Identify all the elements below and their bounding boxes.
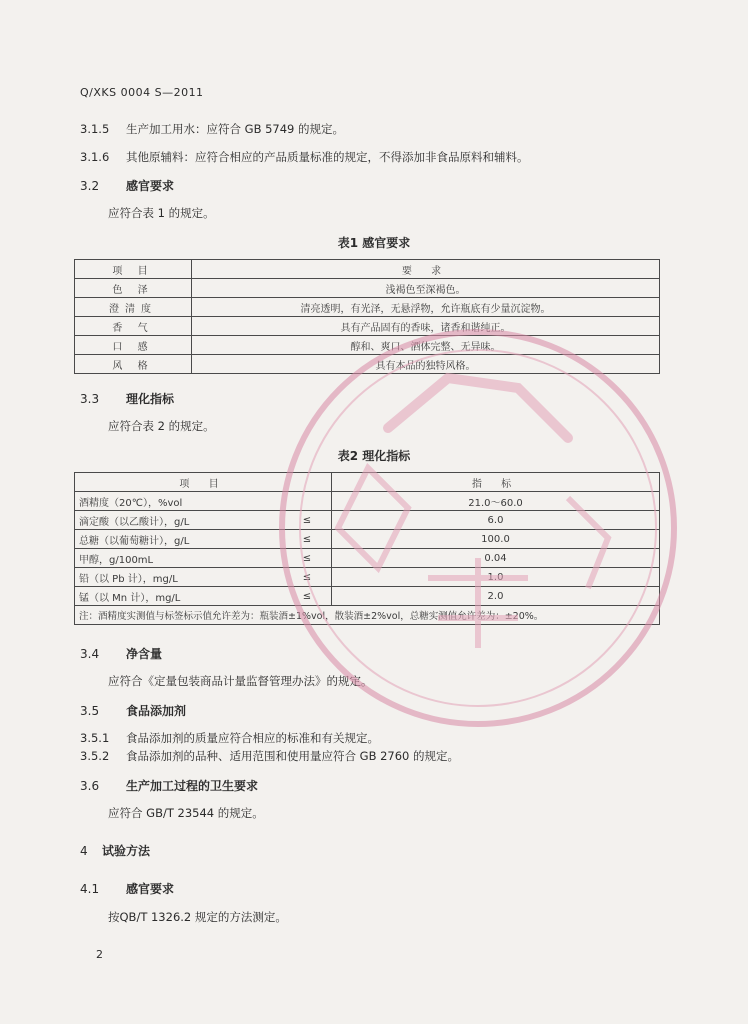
table-header-cell: 指 标 — [332, 473, 660, 492]
clause-text: 其他原辅料：应符合相应的产品质量标准的规定，不得添加非食品原料和辅料。 — [126, 150, 529, 164]
table-cell: ≤ — [283, 587, 332, 606]
table-cell: 口 感 — [75, 336, 192, 355]
clause-text: 食品添加剂的质量应符合相应的标准和有关规定。 — [126, 731, 379, 745]
table-cell: 具有产品固有的香味，诸香和谐纯正。 — [192, 317, 660, 336]
table-cell: 100.0 — [332, 530, 660, 549]
section-title: 净含量 — [126, 647, 163, 661]
table-cell: 21.0～60.0 — [332, 492, 660, 511]
clause-number: 3.5.2 — [80, 749, 110, 763]
page-number: 2 — [96, 948, 103, 961]
table-row — [75, 317, 660, 336]
table-cell: ≤ — [283, 530, 332, 549]
section-number: 3.4 — [80, 647, 100, 661]
table-cell: 2.0 — [332, 587, 660, 606]
section-3-4-body: 应符合《定量包装商品计量监督管理办法》的规定。 — [108, 674, 373, 688]
table-cell: 滴定酸（以乙酸计），g/L — [75, 511, 284, 530]
table-row — [75, 511, 660, 530]
table-cell: 0.04 — [332, 549, 660, 568]
table-row — [75, 298, 660, 317]
clause-number: 3.1.6 — [80, 150, 110, 164]
table-header-cell: 要 求 — [192, 260, 660, 279]
table2-caption: 表2 理化指标 — [337, 449, 411, 463]
section-title: 感官要求 — [126, 179, 175, 193]
clause-number: 3.5.1 — [80, 731, 110, 745]
table-cell: 酒精度（20℃），%vol — [75, 492, 284, 511]
table-row — [75, 279, 660, 298]
section-number: 3.5 — [80, 704, 100, 718]
section-number: 3.3 — [80, 392, 100, 406]
section-number: 4 — [80, 844, 88, 858]
table-cell: 香 气 — [75, 317, 192, 336]
section-number: 3.2 — [80, 179, 100, 193]
document-code: Q/XKS 0004 S—2011 — [80, 86, 204, 99]
section-3-2-body: 应符合表 1 的规定。 — [108, 206, 215, 220]
table-row — [75, 587, 660, 606]
table-cell: 浅褐色至深褐色。 — [192, 279, 660, 298]
section-title: 食品添加剂 — [126, 704, 187, 718]
clause-text: 生产加工用水：应符合 GB 5749 的规定。 — [126, 122, 345, 136]
table-cell: 6.0 — [332, 511, 660, 530]
table-cell: ≤ — [283, 511, 332, 530]
section-4-1-heading — [80, 880, 174, 897]
table-cell: ≤ — [283, 549, 332, 568]
table-cell: 锰（以 Mn 计），mg/L — [75, 587, 284, 606]
section-3-3-body: 应符合表 2 的规定。 — [108, 419, 215, 433]
table-cell: 甲醇，g/100mL — [75, 549, 284, 568]
table-cell: ≤ — [283, 568, 332, 587]
section-title: 试验方法 — [102, 844, 151, 858]
table-cell: 风 格 — [75, 355, 192, 374]
table-note-row — [75, 606, 660, 625]
table-cell: 醇和、爽口、酒体完整、无异味。 — [192, 336, 660, 355]
section-number: 3.6 — [80, 779, 100, 793]
section-title: 生产加工过程的卫生要求 — [126, 779, 259, 793]
section-3-6-body: 应符合 GB/T 23544 的规定。 — [108, 806, 264, 820]
table-header-cell: 项 目 — [75, 260, 192, 279]
table-cell: 澄清度 — [75, 298, 192, 317]
table-row — [75, 336, 660, 355]
section-number: 4.1 — [80, 882, 100, 896]
table-row — [75, 492, 660, 511]
section-3-5-heading — [80, 702, 186, 719]
physicochemical-indicators-table — [74, 472, 660, 625]
section-title: 理化指标 — [126, 392, 175, 406]
clause-text: 食品添加剂的品种、适用范围和使用量应符合 GB 2760 的规定。 — [126, 749, 460, 763]
table-cell: 清亮透明，有光泽，无悬浮物，允许瓶底有少量沉淀物。 — [192, 298, 660, 317]
table-row — [75, 355, 660, 374]
table-cell: 色 泽 — [75, 279, 192, 298]
table-row — [75, 549, 660, 568]
section-3-2-heading — [80, 177, 174, 194]
clause-3-1-5 — [80, 121, 344, 137]
table-note: 注：酒精度实测值与标签标示值允许差为：瓶装酒±1%vol，散装酒±2%vol，总糖实测值允许差为：±20%。 — [75, 606, 660, 625]
table-row — [75, 568, 660, 587]
section-3-3-heading — [80, 390, 174, 407]
table1-caption: 表1 感官要求 — [337, 236, 411, 250]
table-cell: 1.0 — [332, 568, 660, 587]
clause-3-5-1 — [80, 730, 379, 746]
section-4-heading — [80, 842, 150, 859]
section-4-1-body: 按QB/T 1326.2 规定的方法测定。 — [108, 910, 287, 924]
section-title: 感官要求 — [126, 882, 175, 896]
table-header-row — [75, 260, 660, 279]
section-3-4-heading — [80, 645, 162, 662]
table-cell: 具有本品的独特风格。 — [192, 355, 660, 374]
section-3-6-heading — [80, 777, 258, 794]
table-header-row — [75, 473, 660, 492]
sensory-requirements-table — [74, 259, 660, 374]
table-cell: 铅（以 Pb 计），mg/L — [75, 568, 284, 587]
table-header-cell: 项 目 — [75, 473, 332, 492]
table-cell — [283, 492, 332, 511]
clause-3-5-2 — [80, 748, 459, 764]
clause-3-1-6 — [80, 149, 529, 165]
table-row — [75, 530, 660, 549]
clause-number: 3.1.5 — [80, 122, 110, 136]
table-cell: 总糖（以葡萄糖计），g/L — [75, 530, 284, 549]
